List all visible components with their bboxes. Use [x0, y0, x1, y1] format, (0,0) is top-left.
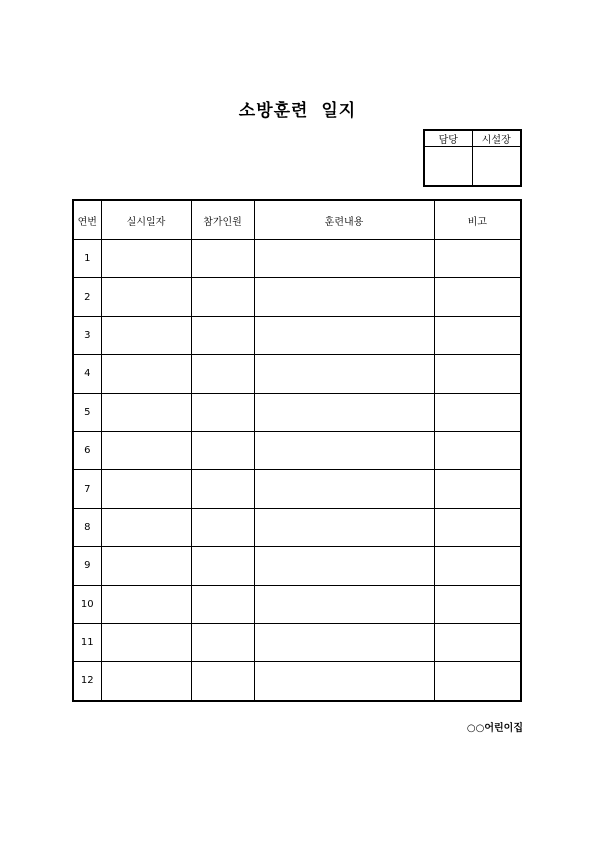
header-date: 실시일자 — [101, 200, 191, 240]
serial-cell: 6 — [73, 431, 101, 469]
table-row — [73, 240, 521, 278]
content-cell[interactable] — [254, 585, 434, 623]
date-cell[interactable] — [101, 508, 191, 546]
serial-cell: 5 — [73, 393, 101, 431]
table-row — [73, 547, 521, 585]
participants-cell[interactable] — [191, 240, 254, 278]
remarks-cell[interactable] — [434, 278, 521, 316]
participants-cell[interactable] — [191, 585, 254, 623]
table-header-row — [73, 200, 521, 240]
participants-cell[interactable] — [191, 316, 254, 354]
header-participants: 참가인원 — [191, 200, 254, 240]
table-body — [73, 240, 521, 701]
approval-table — [423, 129, 522, 187]
date-cell[interactable] — [101, 623, 191, 661]
remarks-cell[interactable] — [434, 240, 521, 278]
header-remarks: 비고 — [434, 200, 521, 240]
remarks-cell[interactable] — [434, 547, 521, 585]
serial-cell: 10 — [73, 585, 101, 623]
content-cell[interactable] — [254, 431, 434, 469]
remarks-cell[interactable] — [434, 508, 521, 546]
participants-cell[interactable] — [191, 278, 254, 316]
date-cell[interactable] — [101, 662, 191, 701]
organization-name: ○○어린이집 — [466, 723, 523, 734]
content-cell[interactable] — [254, 355, 434, 393]
content-cell[interactable] — [254, 547, 434, 585]
date-cell[interactable] — [101, 431, 191, 469]
table-row — [73, 355, 521, 393]
approval-sign-director[interactable] — [472, 147, 521, 187]
serial-cell: 12 — [73, 662, 101, 701]
remarks-cell[interactable] — [434, 316, 521, 354]
serial-cell: 2 — [73, 278, 101, 316]
remarks-cell[interactable] — [434, 585, 521, 623]
serial-cell: 1 — [73, 240, 101, 278]
header-training-content: 훈련내용 — [254, 200, 434, 240]
table-row — [73, 278, 521, 316]
serial-cell: 9 — [73, 547, 101, 585]
table-row — [73, 431, 521, 469]
remarks-cell[interactable] — [434, 431, 521, 469]
remarks-cell[interactable] — [434, 470, 521, 508]
date-cell[interactable] — [101, 240, 191, 278]
date-cell[interactable] — [101, 470, 191, 508]
table-row — [73, 470, 521, 508]
serial-cell: 11 — [73, 623, 101, 661]
content-cell[interactable] — [254, 316, 434, 354]
table-row — [73, 662, 521, 701]
approval-sign-row — [424, 147, 521, 187]
remarks-cell[interactable] — [434, 662, 521, 701]
participants-cell[interactable] — [191, 355, 254, 393]
remarks-cell[interactable] — [434, 623, 521, 661]
date-cell[interactable] — [101, 393, 191, 431]
content-cell[interactable] — [254, 623, 434, 661]
serial-cell: 4 — [73, 355, 101, 393]
content-cell[interactable] — [254, 508, 434, 546]
table-row — [73, 585, 521, 623]
participants-cell[interactable] — [191, 508, 254, 546]
approval-header-manager: 담당 — [424, 130, 472, 147]
serial-cell: 8 — [73, 508, 101, 546]
approval-header-row — [424, 130, 521, 147]
serial-cell: 7 — [73, 470, 101, 508]
content-cell[interactable] — [254, 470, 434, 508]
approval-header-director: 시설장 — [472, 130, 521, 147]
table-row — [73, 623, 521, 661]
header-serial-number: 연번 — [73, 200, 101, 240]
approval-sign-manager[interactable] — [424, 147, 472, 187]
table-row — [73, 508, 521, 546]
participants-cell[interactable] — [191, 662, 254, 701]
table-row — [73, 393, 521, 431]
serial-cell: 3 — [73, 316, 101, 354]
date-cell[interactable] — [101, 585, 191, 623]
date-cell[interactable] — [101, 278, 191, 316]
table-row — [73, 316, 521, 354]
participants-cell[interactable] — [191, 547, 254, 585]
participants-cell[interactable] — [191, 431, 254, 469]
participants-cell[interactable] — [191, 623, 254, 661]
training-log-table — [72, 199, 522, 702]
remarks-cell[interactable] — [434, 355, 521, 393]
remarks-cell[interactable] — [434, 393, 521, 431]
content-cell[interactable] — [254, 662, 434, 701]
participants-cell[interactable] — [191, 393, 254, 431]
date-cell[interactable] — [101, 355, 191, 393]
content-cell[interactable] — [254, 278, 434, 316]
participants-cell[interactable] — [191, 470, 254, 508]
date-cell[interactable] — [101, 547, 191, 585]
date-cell[interactable] — [101, 316, 191, 354]
content-cell[interactable] — [254, 393, 434, 431]
document-title: 소방훈련 일지 — [238, 101, 357, 121]
content-cell[interactable] — [254, 240, 434, 278]
